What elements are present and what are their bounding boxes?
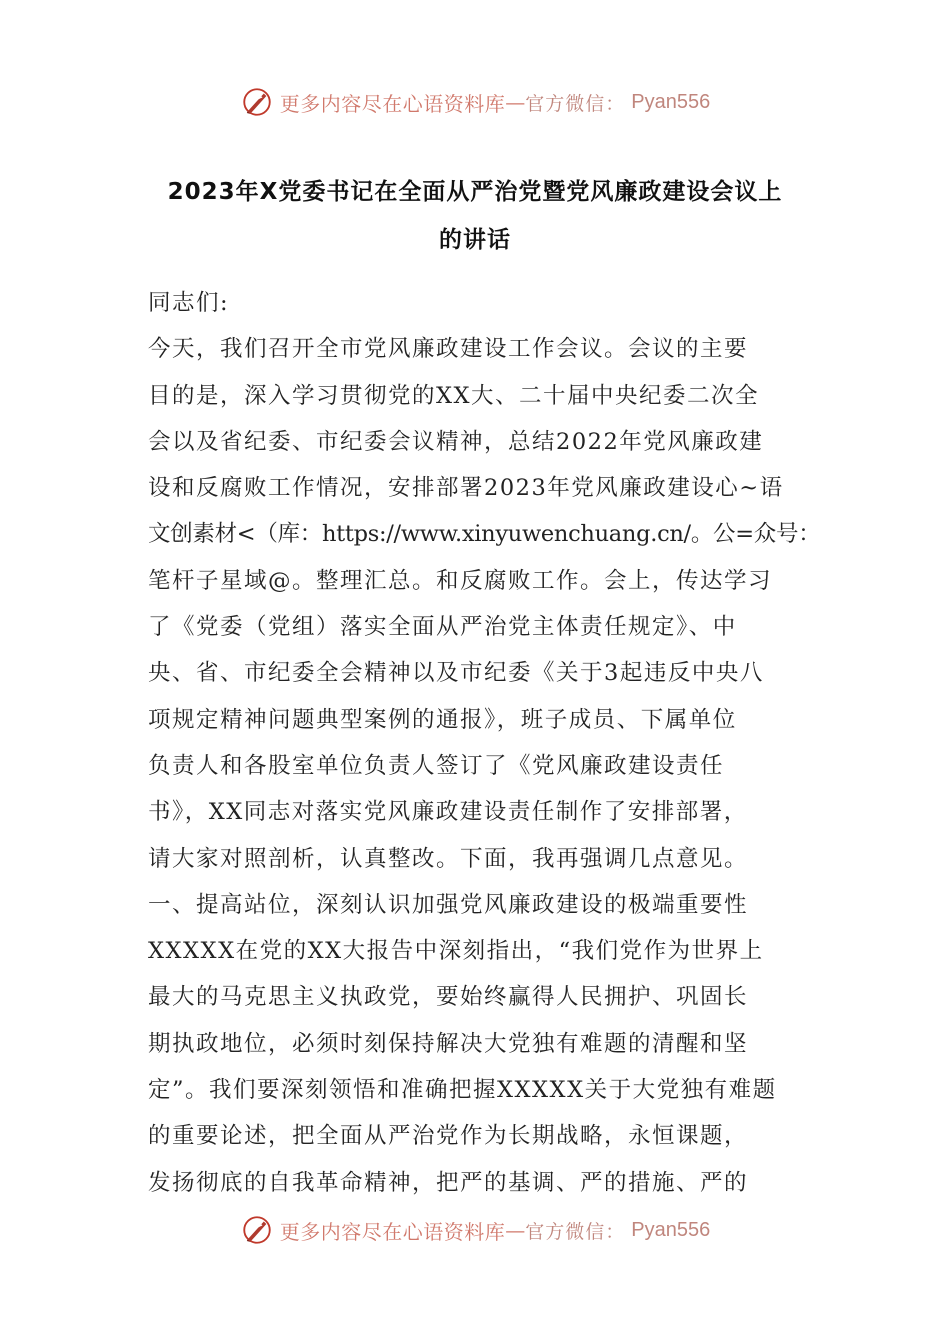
header-banner bbox=[0, 82, 950, 122]
banner-separator: — bbox=[505, 1218, 526, 1242]
pen-logo-icon bbox=[240, 1213, 274, 1247]
body-line: 最大的马克思主义执政党，要始终赢得人民拥护、巩固长 bbox=[148, 984, 749, 1011]
banner-official-label: 官方微信： bbox=[525, 1220, 626, 1243]
banner-wechat-id: Pyan556 bbox=[631, 90, 711, 113]
body-line: 请大家对照剖析，认真整改。下面，我再强调几点意见。 bbox=[148, 845, 749, 872]
pen-logo-icon bbox=[240, 85, 274, 119]
body-line: 项规定精神问题典型案例的通报》，班子成员、下属单位 bbox=[148, 706, 737, 733]
body-line: 书》，XX同志对落实党风廉政建设责任制作了安排部署， bbox=[148, 799, 748, 826]
title-line: 的讲话 bbox=[439, 227, 511, 253]
document-body bbox=[148, 280, 821, 1206]
banner-wechat-id: Pyan556 bbox=[631, 1218, 711, 1241]
banner-separator: — bbox=[505, 90, 526, 114]
body-line: 的重要论述，把全面从严治党作为长期战略，永恒课题， bbox=[148, 1123, 749, 1150]
salutation: 同志们: bbox=[148, 290, 230, 316]
body-line: 期执政地位，必须时刻保持解决大党独有难题的清醒和坚 bbox=[148, 1030, 749, 1057]
banner-main-text: 更多内容尽在心语资料库 bbox=[279, 1219, 506, 1244]
body-line: XXXXX在党的XX大报告中深刻指出，“我们党作为世界上 bbox=[148, 938, 764, 965]
body-line: 了《党委（党组）落实全面从严治党主体责任规定》、中 bbox=[148, 614, 737, 641]
title-line: 2023年X党委书记在全面从严治党暨党风廉政建设会议上 bbox=[167, 179, 783, 205]
body-line: 负责人和各股室单位负责人签订了《党风廉政建设责任 bbox=[148, 752, 725, 779]
body-line: 定”。我们要深刻领悟和准确把握XXXXX关于大党独有难题 bbox=[148, 1077, 777, 1104]
section-heading: 一、提高站位，深刻认识加强党风廉政建设的极端重要性 bbox=[148, 891, 749, 918]
banner-official-label: 官方微信： bbox=[525, 92, 626, 115]
banner-main-text: 更多内容尽在心语资料库 bbox=[279, 91, 506, 116]
footer-banner bbox=[0, 1210, 950, 1250]
body-line: 笔杆子星域@。整理汇总。和反腐败工作。会上，传达学习 bbox=[148, 567, 773, 594]
document-title bbox=[130, 168, 820, 264]
body-line: 发扬彻底的自我革命精神，把严的基调、严的措施、严的 bbox=[148, 1169, 749, 1196]
body-line: 央、省、市纪委全会精神以及市纪委《关于3起违反中央八 bbox=[148, 660, 764, 687]
body-line: 今天，我们召开全市党风廉政建设工作会议。会议的主要 bbox=[148, 336, 749, 363]
body-line: 设和反腐败工作情况，安排部署2023年党风廉政建设心~语 bbox=[148, 475, 784, 502]
body-line: 会以及省纪委、市纪委会议精神，总结2022年党风廉政建 bbox=[148, 428, 764, 455]
body-line: 文创素材<（库：https://www.xinyuwenchuang.cn/。公=众号： bbox=[148, 521, 821, 548]
body-line: 目的是，深入学习贯彻党的XX大、二十届中央纪委二次全 bbox=[148, 382, 760, 409]
